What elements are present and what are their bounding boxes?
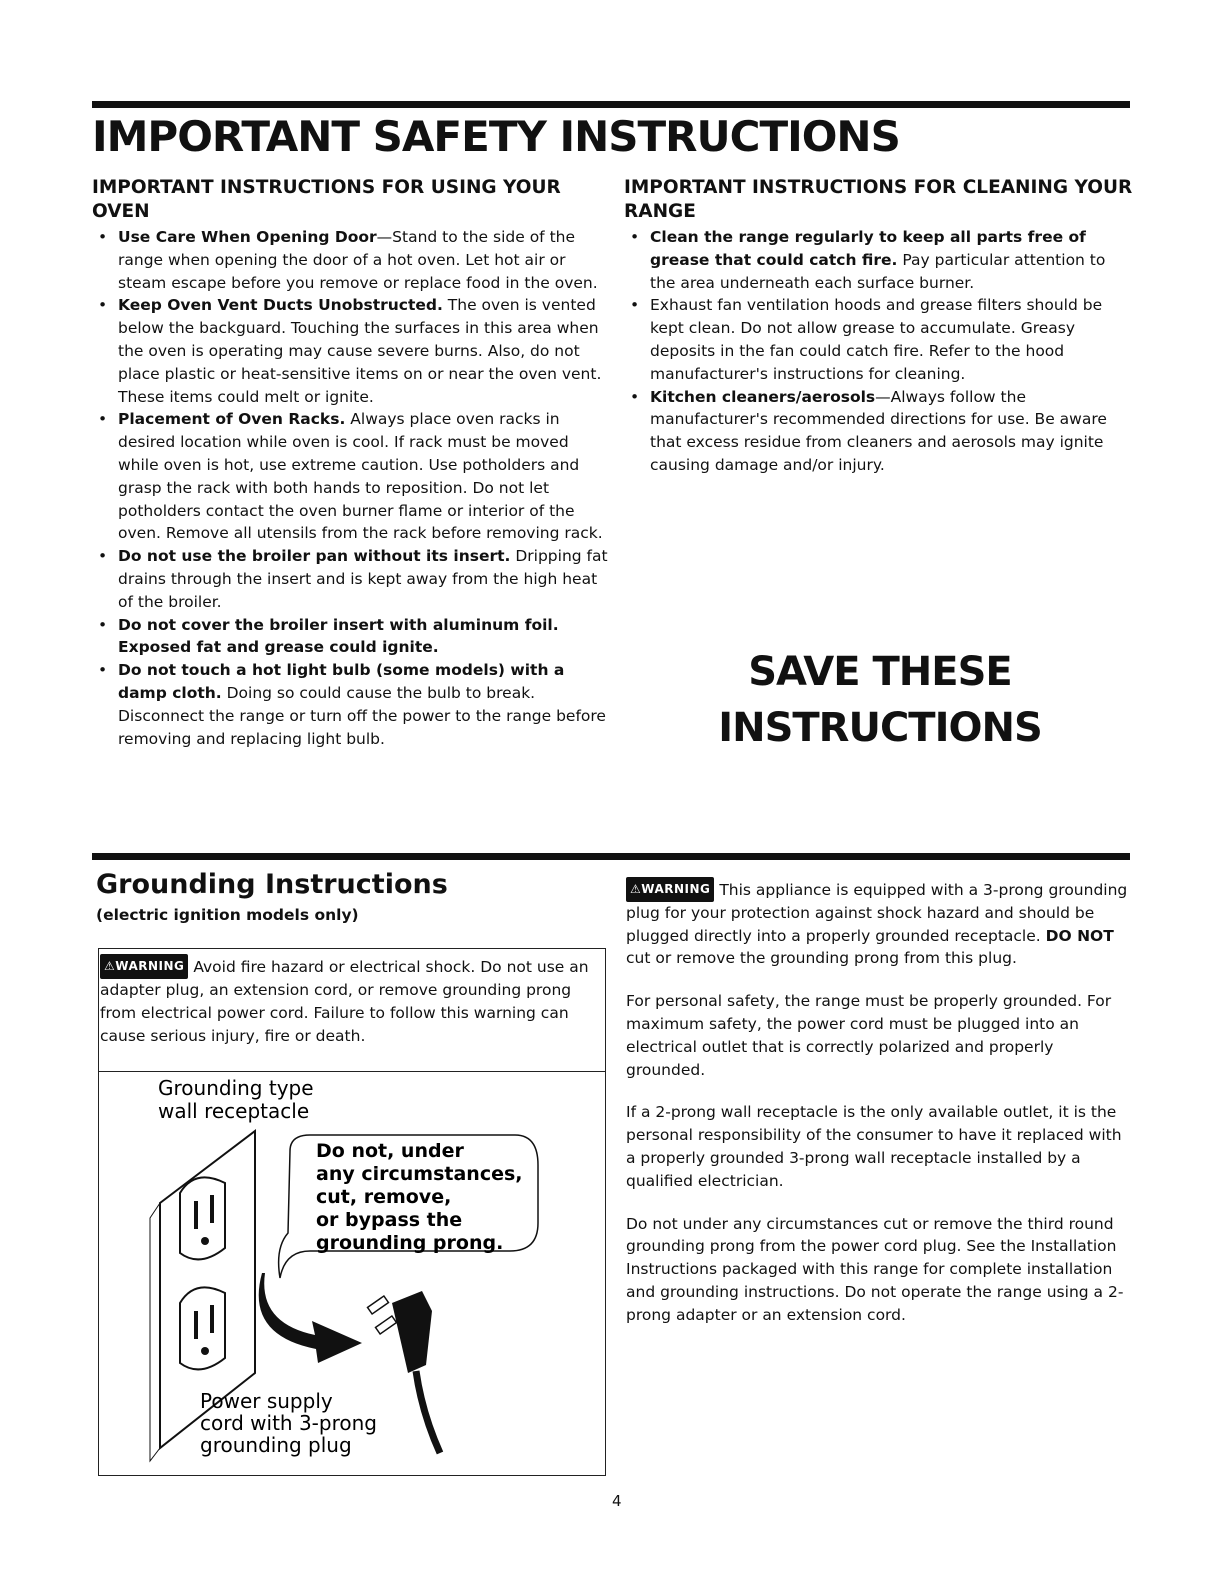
item-text: Dripping fat drains through the insert and is kept away from the high heat of the broiler. [118,547,608,611]
item-lead: Do not use the broiler pan without its insert. [118,547,511,566]
wall-plate-edge [150,1203,160,1461]
cord-label-2: cord with 3-prong [200,1411,377,1435]
p1-text-b: cut or remove the grounding prong from this plug. [626,949,1017,968]
outlet-plug-illustration [140,1073,560,1473]
outlet-slot-icon [194,1201,198,1229]
grounding-title: Grounding Instructions [96,869,448,900]
p1-text-a: This appliance is equipped with a 3-prong grounding plug for your protection against shock hazard and should be plugged directly into a properly grounded receptacle. [626,881,1128,945]
item-text: —Always follow the manufacturer's recommended directions for use. Be aware that excess residue from cleaners and aerosols may ignite causing damage and/or injury. [650,387,1107,474]
grounding-illustration [140,1073,560,1477]
item-lead: Do not cover the broiler insert with aluminum foil. Exposed fat and grease could ignite. [118,615,559,657]
oven-heading: IMPORTANT INSTRUCTIONS FOR USING YOUR OVEN [92,177,561,222]
bullet-icon: • [98,547,108,566]
upper-outlet-icon [180,1177,225,1259]
item-text: —Stand to the side of the range when opening the door of a hot oven. Let hot air or steam escape before you remove or replace food in the oven. [118,228,598,292]
item-lead: Keep Oven Vent Ducts Unobstructed. [118,296,443,315]
oven-list [92,226,612,750]
oven-section [92,176,612,750]
lower-outlet-icon [180,1287,225,1369]
cord-label-3: grounding plug [200,1433,352,1457]
arrow-icon [259,1273,362,1363]
callout-line-2: any circumstances, [316,1163,523,1185]
receptacle-label-1: Grounding type [158,1076,314,1100]
item-text: The oven is vented below the backguard. Touching the surfaces in this area when the oven is operating may cause severe burns. Also, do not place plastic or heat-sensitive items on or near the oven vent. These items could melt or ignite. [118,296,602,406]
top-rule [92,101,1130,108]
bullet-icon: • [98,615,108,634]
callout-line-1: Do not, under [316,1140,464,1162]
ground-hole-icon [201,1237,209,1245]
p1-bold: DO NOT [1045,926,1114,945]
cleaning-heading: IMPORTANT INSTRUCTIONS FOR CLEANING YOUR RANGE [624,177,1133,222]
warning-icon: ⚠WARNING [626,877,714,902]
bullet-icon: • [98,296,108,315]
paragraph: Do not under any circumstances cut or remove the third round grounding prong from the power cord plug. See the Installation Instructions packaged with this range for complete installation and grounding instructions. Do not operate the range using a 2-prong adapter or an extension cord. [626,1214,1124,1324]
item-text: Pay particular attention to the area underneath each surface burner. [650,250,1106,292]
list-item [92,408,612,545]
list-item [92,294,612,408]
page-number: 4 [612,1492,622,1510]
item-text: Always place oven racks in desired location while oven is cool. If rack must be moved while oven is hot, use extreme caution. Use potholders and grasp the rack with both hands to reposition. Do not let potholders contact the oven burner flame or interior of the oven. Remove all utensils from the rack before removing rack. [118,410,603,543]
receptacle-label-2: wall receptacle [158,1099,310,1123]
cleaning-list [624,226,1134,477]
save-line-2: INSTRUCTIONS [718,705,1042,751]
cord-label-1: Power supply [200,1389,333,1413]
callout-line-5: grounding prong. [316,1232,504,1254]
list-item [92,614,612,660]
middle-rule [92,853,1130,860]
grounding-subtitle: (electric ignition models only) [96,906,359,924]
item-text: Exhaust fan ventilation hoods and grease filters should be kept clean. Do not allow grease to accumulate. Greasy deposits in the fan could catch fire. Refer to the hood manufacturer's instructions for cleaning. [650,296,1103,383]
cleaning-section [624,176,1134,477]
grounding-warning [100,954,590,1048]
callout-line-4: or bypass the [316,1209,463,1231]
page-title: IMPORTANT SAFETY INSTRUCTIONS [92,112,900,161]
item-text: Doing so could cause the bulb to break. Disconnect the range or turn off the power to the range before removing and replacing light bulb. [118,683,606,748]
outlet-slot-icon [210,1195,214,1223]
list-item [624,294,1134,385]
paragraph [626,877,1134,970]
list-item [92,659,612,750]
cord-icon [416,1371,440,1453]
warning-text: Avoid fire hazard or electrical shock. Do not use an adapter plug, an extension cord, or remove grounding prong from electrical power cord. Failure to follow this warning can cause serious injury, fire or death. [100,958,589,1045]
outlet-slot-icon [210,1305,214,1333]
item-lead: Kitchen cleaners/aerosols [650,387,876,406]
item-lead: Use Care When Opening Door [118,228,377,246]
warning-divider [98,1071,606,1072]
warning-icon: ⚠WARNING [100,954,188,979]
bullet-icon: • [98,410,108,429]
list-item [624,226,1134,294]
bullet-icon: • [98,228,108,246]
callout-line-3: cut, remove, [316,1186,452,1208]
item-lead: Do not touch a hot light bulb (some models) with a damp cloth. [118,661,565,702]
plug-prong-icon [376,1316,397,1334]
bullet-icon: • [630,228,640,246]
outlet-slot-icon [194,1311,198,1339]
paragraph: If a 2-prong wall receptacle is the only available outlet, it is the personal responsibility of the consumer to have it replaced with a properly grounded 3-prong wall receptacle installed by a qualified electrician. [626,1103,1122,1190]
plug-icon [392,1291,432,1373]
list-item [624,386,1134,477]
paragraph: For personal safety, the range must be properly grounded. For maximum safety, the power cord must be plugged into an electrical outlet that is correctly polarized and properly grounded. [626,992,1112,1079]
item-lead: Placement of Oven Racks. [118,410,346,429]
ground-hole-icon [201,1347,209,1355]
list-item [92,545,612,613]
grounding-details [626,877,1134,1347]
bullet-icon: • [98,661,108,680]
save-instructions-title [640,644,1120,756]
plug-prong-icon [368,1296,389,1314]
bullet-icon: • [630,387,640,406]
bullet-icon: • [630,296,640,315]
item-lead: Clean the range regularly to keep all parts free of grease that could catch fire. [650,228,1086,269]
list-item [92,226,612,294]
save-line-1: SAVE THESE [748,649,1012,695]
